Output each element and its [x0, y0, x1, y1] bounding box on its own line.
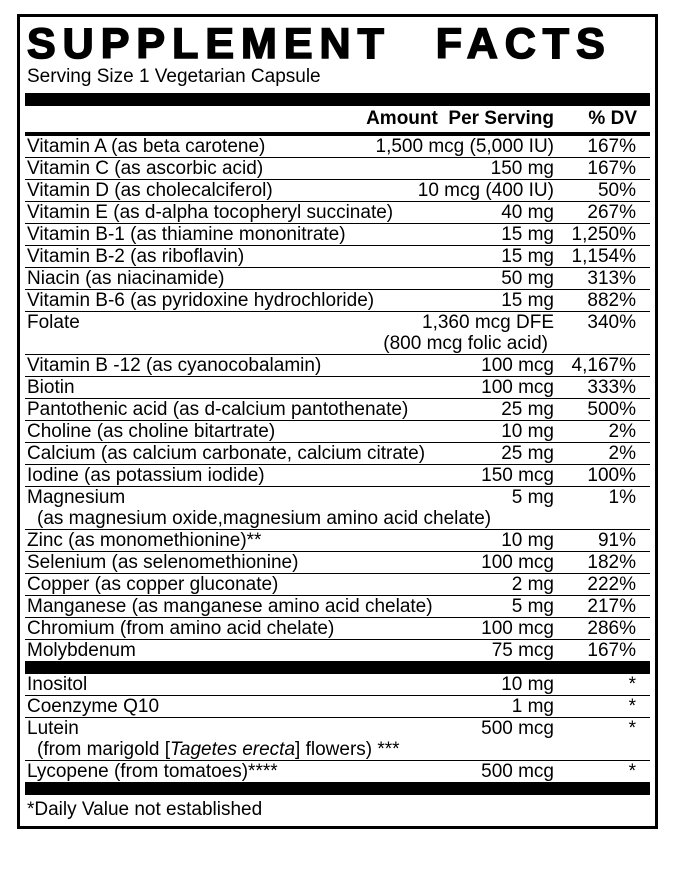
nutrient-name: Calcium (as calcium carbonate, calcium citrate): [27, 442, 426, 464]
table-row: [25, 246, 650, 268]
table-row: [25, 487, 650, 530]
panel-title: SUPPLEMENT FACTS: [27, 20, 612, 68]
amount-value: 10 mg: [501, 420, 554, 442]
amount-value: 15 mg: [501, 223, 554, 245]
dv-value: *: [628, 673, 636, 695]
nutrient-name: Vitamin B-2 (as riboflavin): [27, 245, 245, 267]
column-header-percent-dv: % DV: [588, 107, 637, 129]
dv-value: 217%: [587, 595, 636, 617]
amount-value: 50 mg: [501, 267, 554, 289]
dv-value: 100%: [587, 464, 636, 486]
dv-value: 182%: [587, 551, 636, 573]
amount-value: 100 mcg: [481, 376, 554, 398]
table-row: [25, 355, 650, 377]
amount-value: 15 mg: [501, 289, 554, 311]
dv-value: 340%: [587, 311, 636, 333]
dv-value: 2%: [608, 442, 636, 464]
dv-value: 167%: [587, 639, 636, 661]
table-row: [25, 465, 650, 487]
amount-value: 75 mcg: [491, 639, 554, 661]
nutrient-name: Vitamin C (as ascorbic acid): [27, 157, 264, 179]
amount-value: 500 mcg: [481, 717, 554, 739]
nutrient-name: Magnesium: [27, 486, 126, 508]
nutrient-name: Pantothenic acid (as d-calcium pantothenate): [27, 398, 409, 420]
amount-value: 25 mg: [501, 442, 554, 464]
nutrient-name: Vitamin B -12 (as cyanocobalamin): [27, 354, 322, 376]
column-header-row: [25, 106, 650, 136]
dv-value: 1%: [608, 486, 636, 508]
table-row: [25, 696, 650, 718]
amount-value: 150 mcg: [481, 464, 554, 486]
table-row: [25, 290, 650, 312]
table-row: [25, 718, 650, 761]
amount-value: 10 mg: [501, 673, 554, 695]
table-row: [25, 761, 650, 782]
section-divider-bar-middle: [25, 661, 650, 674]
amount-value: 10 mcg (400 IU): [417, 179, 554, 201]
amount-value: 1,500 mcg (5,000 IU): [375, 135, 554, 157]
supplement-facts-panel: [17, 14, 658, 829]
table-row: [25, 674, 650, 696]
table-row: [25, 377, 650, 399]
nutrient-name: Iodine (as potassium iodide): [27, 464, 265, 486]
dv-value: 333%: [587, 376, 636, 398]
dv-value: 313%: [587, 267, 636, 289]
table-row: [25, 596, 650, 618]
dv-value: 91%: [597, 529, 636, 551]
nutrient-name: Lutein: [27, 717, 79, 739]
dv-value: 286%: [587, 617, 636, 639]
amount-value: 500 mcg: [481, 760, 554, 782]
table-row: [25, 224, 650, 246]
dv-value: 167%: [587, 135, 636, 157]
nutrient-name: Biotin: [27, 376, 75, 398]
detail-text: ] flowers) ***: [295, 738, 400, 760]
amount-value: 100 mcg: [481, 354, 554, 376]
table-row: [25, 268, 650, 290]
table-row: [25, 618, 650, 640]
dv-value: *: [628, 695, 636, 717]
table-row: [25, 530, 650, 552]
nutrient-name: Niacin (as niacinamide): [27, 267, 225, 289]
table-row: [25, 180, 650, 202]
table-row: [25, 574, 650, 596]
dv-value: 882%: [587, 289, 636, 311]
nutrients-table-other-ingredients: [25, 674, 650, 782]
dv-value: 500%: [587, 398, 636, 420]
amount-value: 10 mg: [501, 529, 554, 551]
table-row: [25, 443, 650, 465]
dv-value: 50%: [597, 179, 636, 201]
amount-value: 1 mg: [511, 695, 554, 717]
dv-value: *: [628, 760, 636, 782]
dv-value: 2%: [608, 420, 636, 442]
nutrient-name: Manganese (as manganese amino acid chelate): [27, 595, 433, 617]
nutrient-name: Inositol: [27, 673, 88, 695]
table-row: [25, 202, 650, 224]
nutrient-name: Zinc (as monomethionine)**: [27, 529, 262, 551]
table-row: [25, 158, 650, 180]
dv-value: 1,250%: [571, 223, 636, 245]
nutrient-name: Choline (as choline bitartrate): [27, 420, 276, 442]
nutrient-name: Vitamin A (as beta carotene): [27, 135, 266, 157]
dv-value: *: [628, 717, 636, 739]
nutrients-table-vitamins-minerals: [25, 136, 650, 661]
amount-value: 25 mg: [501, 398, 554, 420]
nutrient-name: Copper (as copper gluconate): [27, 573, 279, 595]
amount-value-detail: (800 mcg folic acid): [383, 332, 548, 354]
nutrient-name: Vitamin B-6 (as pyridoxine hydrochloride): [27, 289, 375, 311]
nutrient-name: Vitamin B-1 (as thiamine mononitrate): [27, 223, 346, 245]
amount-value: 5 mg: [511, 486, 554, 508]
table-row: [25, 136, 650, 158]
nutrient-name: Vitamin D (as cholecalciferol): [27, 179, 273, 201]
serving-size-text: Serving Size 1 Vegetarian Capsule: [27, 65, 321, 87]
amount-value: 15 mg: [501, 245, 554, 267]
section-divider-bar-bottom: [25, 782, 650, 795]
dv-value: 222%: [587, 573, 636, 595]
dv-value: 1,154%: [571, 245, 636, 267]
dv-value: 267%: [587, 201, 636, 223]
nutrient-name-detail: (as magnesium oxide,magnesium amino acid chelate): [37, 507, 492, 529]
botanical-name: Tagetes erecta: [170, 738, 296, 760]
nutrient-name: Vitamin E (as d-alpha tocopheryl succinate): [27, 201, 394, 223]
amount-value: 100 mcg: [481, 551, 554, 573]
nutrient-name: Lycopene (from tomatoes)****: [27, 760, 278, 782]
dv-value: 4,167%: [571, 354, 636, 376]
amount-value: 2 mg: [511, 573, 554, 595]
column-header-amount-per-serving: Amount Per Serving: [366, 107, 554, 129]
daily-value-footnote: *Daily Value not established: [27, 798, 263, 820]
table-row: [25, 312, 650, 355]
amount-value: 100 mcg: [481, 617, 554, 639]
amount-value: 150 mg: [490, 157, 554, 179]
table-row: [25, 399, 650, 421]
detail-text: (from marigold [: [37, 738, 171, 760]
nutrient-name: Coenzyme Q10: [27, 695, 160, 717]
table-row: [25, 421, 650, 443]
nutrient-name: Folate: [27, 311, 80, 333]
nutrient-name: Molybdenum: [27, 639, 136, 661]
nutrient-name-detail: [27, 739, 650, 760]
table-row: [25, 640, 650, 661]
table-row: [25, 552, 650, 574]
amount-value: 40 mg: [501, 201, 554, 223]
dv-value: 167%: [587, 157, 636, 179]
nutrient-name: Selenium (as selenomethionine): [27, 551, 299, 573]
nutrient-name: Chromium (from amino acid chelate): [27, 617, 335, 639]
amount-value: 5 mg: [511, 595, 554, 617]
amount-value: 1,360 mcg DFE: [422, 311, 554, 333]
section-divider-bar-top: [25, 93, 650, 106]
